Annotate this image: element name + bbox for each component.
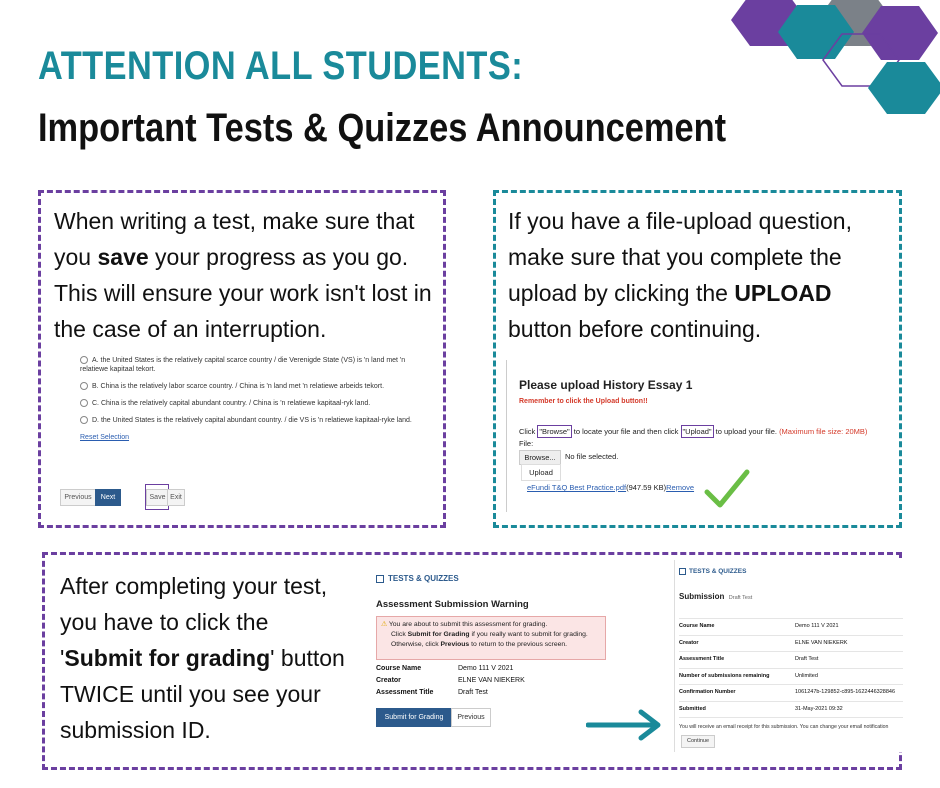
upload-button[interactable]: Upload bbox=[521, 464, 561, 481]
file-link[interactable]: eFundi T&Q Best Practice.pdf bbox=[527, 483, 627, 492]
previous-button[interactable]: Previous bbox=[451, 708, 491, 727]
hexagon-decoration bbox=[725, 0, 940, 118]
upload-tip-text-bold: UPLOAD bbox=[734, 280, 832, 306]
warn-row-value: Draft Test bbox=[458, 689, 488, 696]
option-c-text: C. China is the relatively capital abundant country. / China is 'n relatiewe kapitaal-ryk land. bbox=[92, 400, 371, 407]
radio-icon[interactable] bbox=[80, 399, 88, 407]
heading-attention: ATTENTION ALL STUDENTS: bbox=[38, 44, 524, 88]
warning-alert bbox=[376, 616, 606, 660]
save-tip-text-before: When writing a test, make sure that you bbox=[54, 208, 415, 270]
next-button[interactable]: Next bbox=[95, 489, 121, 506]
warn-row bbox=[376, 675, 606, 687]
result-title: Submission bbox=[679, 592, 725, 601]
heading-announcement: Important Tests & Quizzes Announcement bbox=[38, 106, 727, 150]
result-row-value: 1061247b-129852-c895-1622446328846 bbox=[795, 689, 896, 695]
instr-upload: "Upload" bbox=[682, 427, 712, 436]
browse-button[interactable]: Browse... bbox=[519, 450, 561, 465]
save-tip-text bbox=[54, 203, 440, 347]
result-section-label: TESTS & QUIZZES bbox=[689, 568, 747, 576]
submission-result-screenshot bbox=[674, 560, 903, 752]
exit-button[interactable]: Exit bbox=[167, 489, 185, 506]
option-b[interactable] bbox=[80, 382, 420, 391]
warn-row-value: ELNE VAN NIEKERK bbox=[458, 677, 525, 684]
result-row-label: Number of submissions remaining bbox=[679, 672, 770, 679]
result-subtitle: Draft Test bbox=[728, 595, 753, 601]
instr-part3: to upload your file. bbox=[713, 427, 780, 436]
warn-row-label: Creator bbox=[376, 677, 401, 684]
warn-info-table bbox=[376, 663, 606, 699]
submit-tip-text-before: After completing your test, you have to click the ' bbox=[60, 573, 328, 671]
upload-screenshot bbox=[506, 360, 897, 512]
upload-question-title: Please upload History Essay 1 bbox=[519, 378, 693, 392]
upload-tip-text bbox=[508, 203, 892, 347]
option-a[interactable] bbox=[80, 356, 420, 374]
submit-tip-text-after: ' button TWICE until you see your submission ID. bbox=[60, 645, 345, 743]
alert-line1: You are about to submit this assessment for grading. bbox=[388, 621, 548, 628]
alert-line2c: if you really want to submit for grading. bbox=[469, 631, 588, 638]
result-title-row bbox=[679, 586, 752, 604]
option-c[interactable] bbox=[80, 399, 420, 408]
submit-for-grading-button[interactable]: Submit for Grading bbox=[376, 708, 452, 727]
save-screenshot bbox=[58, 350, 438, 518]
warn-row-value: Demo 111 V 2021 bbox=[458, 665, 514, 672]
arrow-right-icon bbox=[586, 708, 666, 742]
warn-title: Assessment Submission Warning bbox=[376, 599, 529, 610]
result-row bbox=[679, 618, 903, 635]
result-row bbox=[679, 668, 903, 685]
result-row-value: Unlimited bbox=[795, 672, 818, 679]
result-section bbox=[679, 568, 746, 575]
upload-tip-text-before: If you have a file-upload question, make sure that you complete the upload by clicking the bbox=[508, 208, 852, 306]
alert-line3b: Previous bbox=[440, 641, 470, 648]
result-row-label: Course Name bbox=[679, 623, 715, 629]
hexagon-teal-bottom bbox=[868, 62, 940, 114]
checkbox-icon bbox=[679, 568, 686, 575]
radio-icon[interactable] bbox=[80, 382, 88, 390]
checkmark-icon bbox=[703, 466, 751, 510]
warn-section-label: TESTS & QUIZZES bbox=[388, 574, 459, 583]
warn-row-label: Course Name bbox=[376, 665, 422, 672]
save-button[interactable]: Save bbox=[146, 489, 169, 506]
warn-row bbox=[376, 663, 606, 675]
reset-selection-link[interactable]: Reset Selection bbox=[80, 434, 130, 441]
instr-max-size: (Maximum file size: 20MB) bbox=[779, 427, 868, 436]
result-row-label: Confirmation Number bbox=[679, 689, 736, 695]
file-size: (947.59 KB) bbox=[626, 483, 667, 492]
result-row bbox=[679, 635, 903, 652]
remove-link[interactable]: Remove bbox=[666, 483, 695, 492]
save-tip-text-after: your progress as you go. This will ensure your work isn't lost in the case of an interruption. bbox=[54, 244, 432, 342]
alert-line3a: Otherwise, click bbox=[391, 641, 441, 648]
submit-tip-text bbox=[60, 568, 350, 748]
submit-tip-text-bold: Submit for grading bbox=[64, 645, 271, 671]
save-tip-text-bold: save bbox=[97, 244, 149, 270]
option-d-text: D. the United States is the relatively capital abundant country. / die VS is 'n relatiewe kapitaal-ryke land. bbox=[92, 417, 412, 424]
submission-warning-screenshot bbox=[372, 566, 612, 736]
result-row-value: Demo 111 V 2021 bbox=[795, 623, 839, 629]
instr-browse: "Browse" bbox=[539, 427, 570, 436]
warn-row bbox=[376, 687, 606, 699]
alert-line2a: Click bbox=[391, 631, 408, 638]
uploaded-file bbox=[527, 483, 694, 492]
previous-button[interactable]: Previous bbox=[60, 489, 96, 506]
result-table bbox=[679, 618, 903, 718]
file-label: File: bbox=[519, 439, 534, 448]
option-a-text: A. the United States is the relatively capital scarce country / die Verenigde State (VS) is 'n land met 'n relatiewe kapitaal tekort. bbox=[80, 357, 406, 373]
instr-part1: Click bbox=[519, 427, 538, 436]
warning-icon: ⚠ bbox=[381, 621, 388, 628]
result-row-label: Assessment Title bbox=[679, 656, 725, 662]
alert-line3c: to return to the previous screen. bbox=[469, 641, 568, 648]
result-row bbox=[679, 701, 903, 719]
alert-line2b: Submit for Grading bbox=[407, 631, 470, 638]
warn-row-label: Assessment Title bbox=[376, 689, 434, 696]
checkbox-icon bbox=[376, 575, 384, 583]
email-note: You will receive an email receipt for this submission. You can change your email notification bbox=[679, 724, 889, 730]
no-file-label: No file selected. bbox=[565, 452, 619, 461]
upload-tip-text-after: button before continuing. bbox=[508, 316, 762, 342]
result-row-value: ELNE VAN NIEKERK bbox=[795, 639, 848, 646]
result-row bbox=[679, 684, 903, 701]
result-row-label: Submitted bbox=[679, 705, 706, 712]
continue-button[interactable]: Continue bbox=[681, 735, 715, 748]
result-row-value: 31-May-2021 09:32 bbox=[795, 705, 843, 712]
radio-icon[interactable] bbox=[80, 356, 88, 364]
result-row-value: Draft Test bbox=[795, 656, 819, 662]
upload-instructions bbox=[519, 427, 867, 436]
result-row bbox=[679, 651, 903, 668]
result-row-label: Creator bbox=[679, 639, 699, 646]
radio-icon[interactable] bbox=[80, 416, 88, 424]
warn-section bbox=[376, 574, 459, 583]
option-d[interactable] bbox=[80, 416, 420, 425]
option-b-text: B. China is the relatively labor scarce country. / China is 'n land met 'n relatiewe arbeids tekort. bbox=[92, 383, 385, 390]
upload-warning: Remember to click the Upload button!! bbox=[519, 398, 648, 405]
instr-part2: to locate your file and then click bbox=[571, 427, 681, 436]
